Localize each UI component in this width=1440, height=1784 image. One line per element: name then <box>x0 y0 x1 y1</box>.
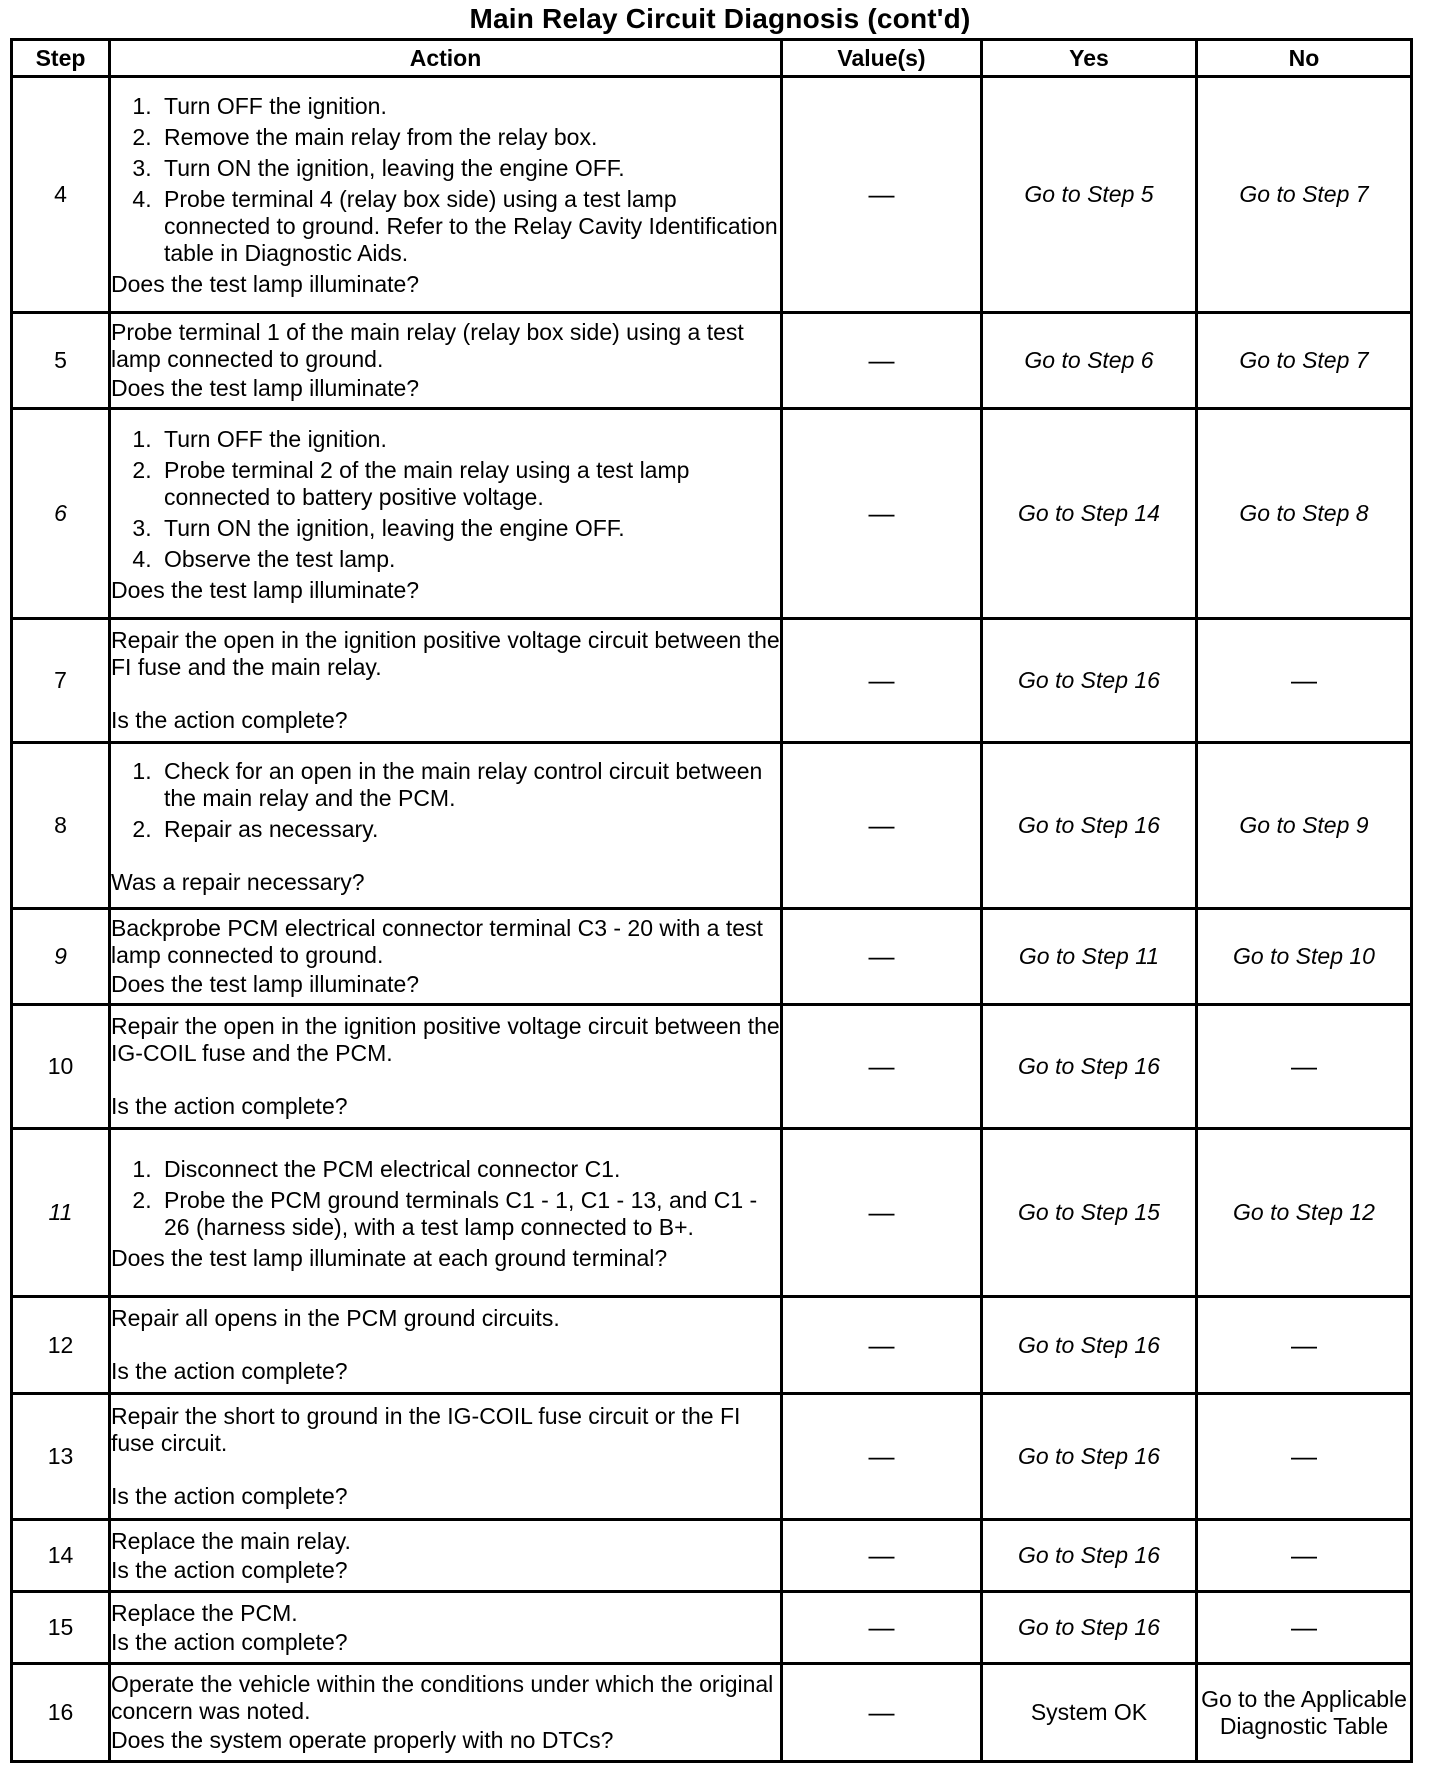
no-cell: Go to Step 9 <box>1197 743 1412 909</box>
yes-cell: Go to Step 6 <box>982 313 1197 409</box>
value-cell: — <box>782 1005 982 1129</box>
action-list <box>111 1156 780 1241</box>
list-item: 2. Repair as necessary. <box>158 816 780 843</box>
step-number: 6 <box>12 409 110 619</box>
no-cell: Go to Step 7 <box>1197 313 1412 409</box>
action-cell <box>110 1664 782 1762</box>
yes-cell: Go to Step 14 <box>982 409 1197 619</box>
step-number: 15 <box>12 1592 110 1664</box>
value-cell: — <box>782 1394 982 1520</box>
list-item: 4. Observe the test lamp. <box>158 546 780 573</box>
action-cell <box>110 619 782 743</box>
value-cell: — <box>782 1520 982 1592</box>
header-yes: Yes <box>982 40 1197 77</box>
action-text: Replace the main relay. <box>111 1527 351 1554</box>
action-cell <box>110 1297 782 1394</box>
table-row <box>12 1129 1412 1297</box>
yes-cell: Go to Step 11 <box>982 909 1197 1005</box>
no-cell: Go to the Applicable Diagnostic Table <box>1197 1664 1412 1762</box>
action-text: Probe terminal 1 of the main relay (relay box side) using a test lamp connected to ground. <box>111 319 744 372</box>
no-cell: Go to Step 10 <box>1197 909 1412 1005</box>
action-text: Repair the open in the ignition positive voltage circuit between the IG-COIL fuse and the PCM. <box>111 1013 780 1066</box>
value-cell: — <box>782 909 982 1005</box>
table-row <box>12 313 1412 409</box>
table-row <box>12 1592 1412 1664</box>
no-cell: — <box>1197 619 1412 743</box>
table-row <box>12 909 1412 1005</box>
value-cell: — <box>782 619 982 743</box>
yes-cell: Go to Step 16 <box>982 619 1197 743</box>
action-question: Was a repair necessary? <box>111 868 365 895</box>
table-row <box>12 1005 1412 1129</box>
action-cell <box>110 909 782 1005</box>
value-cell: — <box>782 1664 982 1762</box>
step-number: 7 <box>12 619 110 743</box>
list-item: 4. Probe terminal 4 (relay box side) using a test lamp connected to ground. Refer to the Relay Cavity Identification table in Diagnostic Aids. <box>158 186 780 267</box>
value-cell: — <box>782 77 982 313</box>
value-cell: — <box>782 743 982 909</box>
action-text: Backprobe PCM electrical connector terminal C3 - 20 with a test lamp connected to ground. <box>111 915 763 968</box>
yes-cell: Go to Step 16 <box>982 1297 1197 1394</box>
action-text: Operate the vehicle within the conditions under which the original concern was noted. <box>111 1671 774 1724</box>
action-question: Is the action complete? <box>111 1628 348 1655</box>
table-row <box>12 619 1412 743</box>
no-cell: — <box>1197 1005 1412 1129</box>
value-cell: — <box>782 1592 982 1664</box>
action-cell <box>110 1129 782 1297</box>
list-item: 3. Turn ON the ignition, leaving the engine OFF. <box>158 515 780 542</box>
action-question: Is the action complete? <box>111 707 348 733</box>
table-row <box>12 1520 1412 1592</box>
action-cell <box>110 409 782 619</box>
table-row <box>12 1664 1412 1762</box>
step-number: 5 <box>12 313 110 409</box>
action-list <box>111 426 780 573</box>
step-number: 14 <box>12 1520 110 1592</box>
action-text: Repair all opens in the PCM ground circuits. <box>111 1305 560 1331</box>
action-question: Is the action complete? <box>111 1358 348 1384</box>
list-item: 1. Disconnect the PCM electrical connector C1. <box>158 1156 780 1183</box>
action-text: Repair the short to ground in the IG-COIL fuse circuit or the FI fuse circuit. <box>111 1403 741 1456</box>
action-cell <box>110 1394 782 1520</box>
action-cell <box>110 1005 782 1129</box>
step-number: 12 <box>12 1297 110 1394</box>
value-cell: — <box>782 1297 982 1394</box>
page-title: Main Relay Circuit Diagnosis (cont'd) <box>469 3 971 34</box>
yes-cell: System OK <box>982 1664 1197 1762</box>
value-cell: — <box>782 313 982 409</box>
action-cell <box>110 77 782 313</box>
action-text: Replace the PCM. <box>111 1599 298 1626</box>
action-cell <box>110 313 782 409</box>
no-cell: Go to Step 8 <box>1197 409 1412 619</box>
action-question: Does the test lamp illuminate? <box>111 271 420 297</box>
header-action: Action <box>110 40 782 77</box>
step-number: 4 <box>12 77 110 313</box>
list-item: 1. Turn OFF the ignition. <box>158 426 780 453</box>
action-list <box>111 758 780 843</box>
action-question: Does the system operate properly with no DTCs? <box>111 1727 614 1753</box>
table-row <box>12 409 1412 619</box>
action-question: Is the action complete? <box>111 1556 348 1583</box>
table-row <box>12 77 1412 313</box>
step-number: 11 <box>12 1129 110 1297</box>
no-cell: — <box>1197 1520 1412 1592</box>
action-question: Does the test lamp illuminate at each ground terminal? <box>111 1244 668 1271</box>
list-item: 1. Turn OFF the ignition. <box>158 93 780 120</box>
header-no: No <box>1197 40 1412 77</box>
no-cell: Go to Step 7 <box>1197 77 1412 313</box>
step-number: 10 <box>12 1005 110 1129</box>
table-row <box>12 1297 1412 1394</box>
action-cell <box>110 1592 782 1664</box>
yes-cell: Go to Step 15 <box>982 1129 1197 1297</box>
action-cell <box>110 743 782 909</box>
list-item: 1. Check for an open in the main relay control circuit between the main relay and the PCM. <box>158 758 780 812</box>
action-question: Does the test lamp illuminate? <box>111 971 420 997</box>
action-text: Repair the open in the ignition positive voltage circuit between the FI fuse and the main relay. <box>111 627 780 680</box>
no-cell: — <box>1197 1394 1412 1520</box>
action-cell <box>110 1520 782 1592</box>
diagnosis-table <box>10 38 1413 1763</box>
action-list <box>111 93 780 267</box>
step-number: 16 <box>12 1664 110 1762</box>
header-value: Value(s) <box>782 40 982 77</box>
table-row <box>12 1394 1412 1520</box>
list-item: 2. Probe the PCM ground terminals C1 - 1, C1 - 13, and C1 - 26 (harness side), with a test lamp connected to B+. <box>158 1187 780 1241</box>
yes-cell: Go to Step 16 <box>982 1005 1197 1129</box>
step-number: 13 <box>12 1394 110 1520</box>
action-question: Is the action complete? <box>111 1093 348 1119</box>
action-question: Does the test lamp illuminate? <box>111 375 420 401</box>
action-question: Does the test lamp illuminate? <box>111 576 420 603</box>
no-cell: — <box>1197 1297 1412 1394</box>
yes-cell: Go to Step 16 <box>982 1520 1197 1592</box>
list-item: 3. Turn ON the ignition, leaving the engine OFF. <box>158 155 780 182</box>
value-cell: — <box>782 409 982 619</box>
value-cell: — <box>782 1129 982 1297</box>
no-cell: Go to Step 12 <box>1197 1129 1412 1297</box>
table-row <box>12 743 1412 909</box>
action-question: Is the action complete? <box>111 1483 348 1509</box>
yes-cell: Go to Step 16 <box>982 1592 1197 1664</box>
yes-cell: Go to Step 5 <box>982 77 1197 313</box>
table-header-row <box>12 40 1412 77</box>
list-item: 2. Probe terminal 2 of the main relay using a test lamp connected to battery positive voltage. <box>158 457 780 511</box>
header-step: Step <box>12 40 110 77</box>
list-item: 2. Remove the main relay from the relay box. <box>158 124 780 151</box>
yes-cell: Go to Step 16 <box>982 1394 1197 1520</box>
no-cell: — <box>1197 1592 1412 1664</box>
yes-cell: Go to Step 16 <box>982 743 1197 909</box>
step-number: 9 <box>12 909 110 1005</box>
step-number: 8 <box>12 743 110 909</box>
